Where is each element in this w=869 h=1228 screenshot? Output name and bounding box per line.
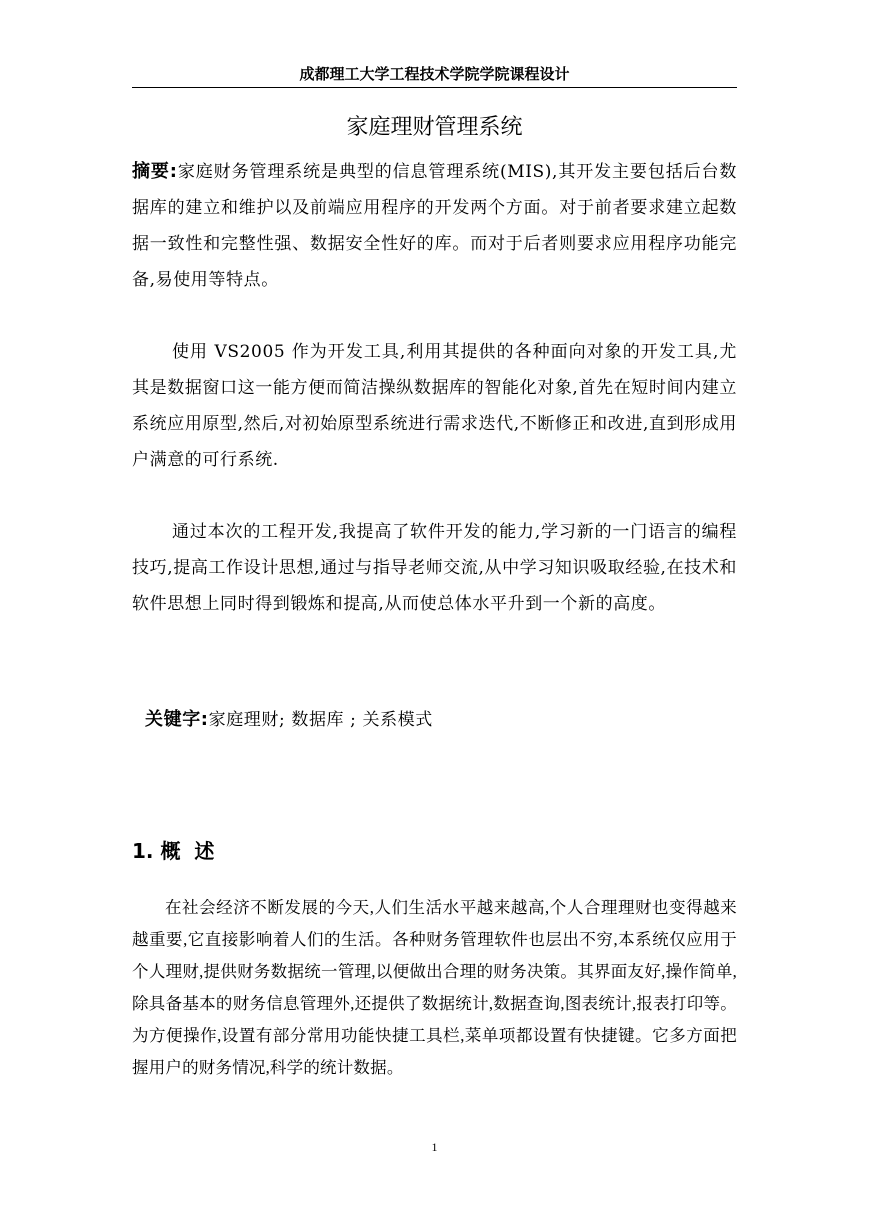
document-title: 家庭理财管理系统 [346,115,523,140]
section-overview-body: 在社会经济不断发展的今天,人们生活水平越来越高,个人合理理财也变得越来越重要,它直接影响着人们的生活。各种财务管理软件也层出不穷,本系统仅应用于个人理财,提供财务数据统一管理,以便做出合理的财务决策。其界面友好,操作简单,除具备基本的财务信息管理外,还提供了数据统计,数据查询,图表统计,报表打印等。为方便操作,设置有部分常用功能快捷工具栏,菜单项都设置有快捷键。它多方面把握用户的财务情况,科学的统计数据。 [132,898,737,1077]
keywords-line [145,702,735,738]
keywords-label: 关键字: [145,709,209,730]
page-header: 成都理工大学工程技术学院学院课程设计 [299,65,570,83]
page-number: 1 [431,1140,438,1154]
abstract-paragraph-1 [132,154,737,298]
section-heading-overview: 1. 概 述 [132,839,215,863]
header-rule [132,87,737,88]
abstract-paragraph-3: 通过本次的工程开发,我提高了软件开发的能力,学习新的一门语言的编程技巧,提高工作设计思想,通过与指导老师交流,从中学习知识吸取经验,在技术和软件思想上同时得到锻炼和提高,从而使总体水平升到一个新的高度。 [132,522,737,614]
keywords-text: 家庭理财; 数据库 ; 关系模式 [208,710,433,730]
abstract-paragraph-2: 使用 VS2005 作为开发工具,利用其提供的各种面向对象的开发工具,尤其是数据窗口这一能方便而简洁操纵数据库的智能化对象,首先在短时间内建立系统应用原型,然后,对初始原型系统进行需求迭代,不断修正和改进,直到形成用户满意的可行系统. [132,342,737,470]
abstract-label: 摘要: [132,161,178,182]
abstract-text-1: 家庭财务管理系统是典型的信息管理系统(MIS),其开发主要包括后台数据库的建立和维护以及前端应用程序的开发两个方面。对于前者要求建立起数据一致性和完整性强、数据安全性好的库。而对于后者则要求应用程序功能完备,易使用等特点。 [132,162,737,290]
